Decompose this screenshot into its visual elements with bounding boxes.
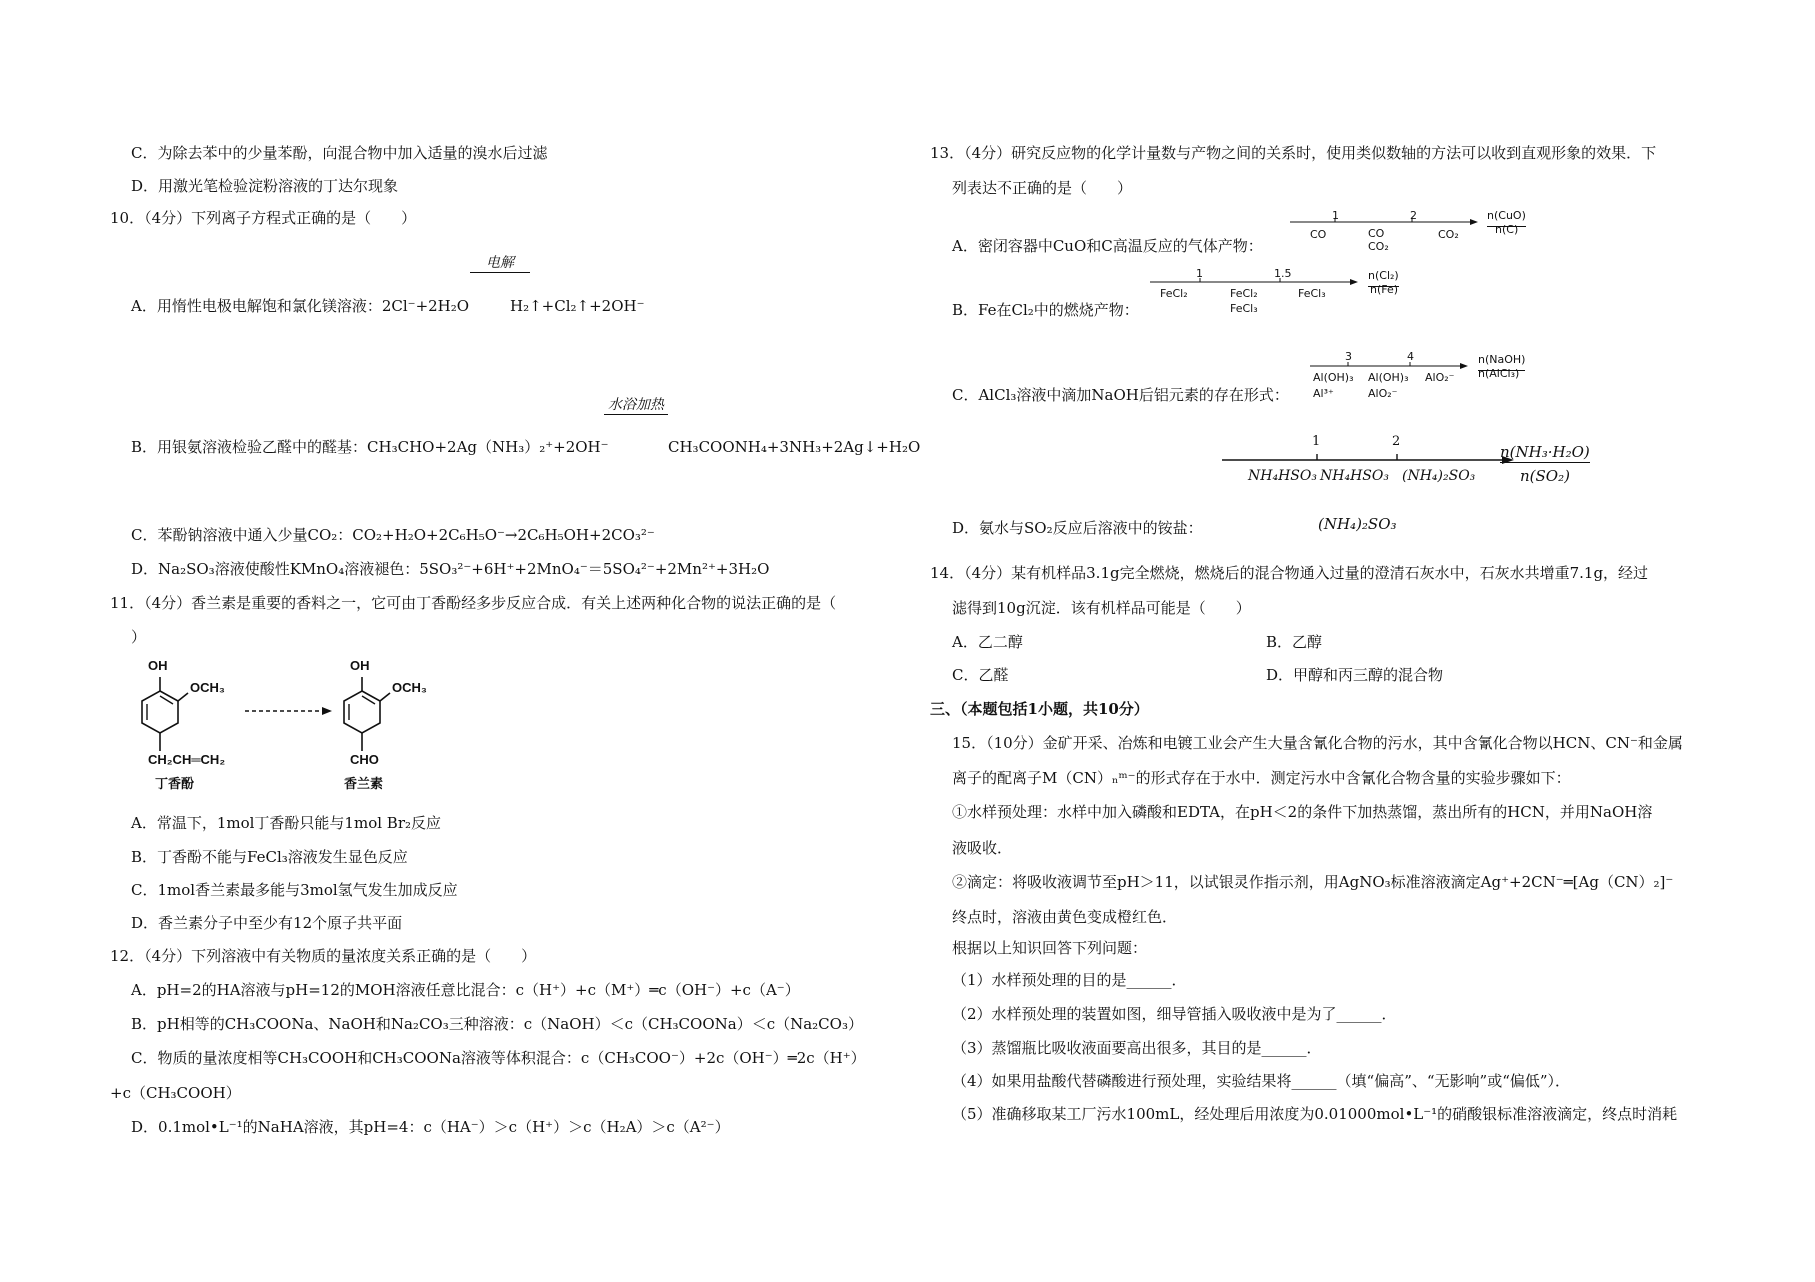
axis-d-region3: (NH₄)₂SO₃ — [1402, 468, 1476, 484]
axis-d-region2: NH₄HSO₃ — [1320, 468, 1389, 484]
q11-option-c: C．1mol香兰素最多能与3mol氢气发生加成反应 — [131, 881, 458, 899]
axis-c-region2a: Al(OH)₃ — [1368, 371, 1409, 384]
axis-d-region1: NH₄HSO₃ — [1248, 468, 1317, 484]
q15-step1: ①水样预处理：水样中加入磷酸和EDTA，在pH＜2的条件下加热蒸馏，蒸出所有的HCN，并用NaOH溶 — [952, 803, 1653, 821]
q13-option-c: C．AlCl₃溶液中滴加NaOH后铝元素的存在形式： — [952, 386, 1289, 404]
axis-c-region2b: AlO₂⁻ — [1368, 387, 1398, 400]
axis-c-region1b: Al³⁺ — [1313, 387, 1334, 400]
section-3-heading: 三、（本题包括1小题，共10分） — [930, 700, 1149, 718]
q15-sub5: （5）准确移取某工厂污水100mL，经处理后用浓度为0.01000mol•L⁻¹的硝酸银标准溶液滴定，终点时消耗 — [952, 1105, 1678, 1123]
q15-sub2: （2）水样预处理的装置如图，细导管插入吸收液中是为了______． — [952, 1005, 1397, 1023]
mol1-chain: CH₂CH═CH₂ — [148, 752, 226, 767]
axis-a-tick1: 1 — [1332, 209, 1339, 222]
axis-b-region3: FeCl₃ — [1298, 287, 1326, 300]
q15-step2-cont: 终点时，溶液由黄色变成橙红色． — [952, 908, 1178, 926]
q12-option-b: B．pH相等的CH₃COONa、NaOH和Na₂CO₃三种溶液：c（NaOH）＜c（CH₃COONa）＜c（Na₂CO₃） — [131, 1015, 863, 1033]
q15-stem-cont: 离子的配离子M（CN）ₙᵐ⁻的形式存在于水中．测定污水中含氰化合物含量的实验步骤如下： — [952, 769, 1571, 787]
q10-option-c: C．苯酚钠溶液中通入少量CO₂：CO₂+H₂O+2C₆H₅O⁻→2C₆H₅OH+2CO₃²⁻ — [131, 526, 655, 544]
q15-step2: ②滴定：将吸收液调节至pH＞11，以试银灵作指示剂，用AgNO₃标准溶液滴定Ag⁺+2CN⁻═[Ag（CN）₂]⁻ — [952, 873, 1674, 891]
axis-d-tick2: 2 — [1392, 434, 1401, 449]
axis-c-denominator: n(AlCl₃) — [1478, 367, 1520, 380]
q10-option-d: D．Na₂SO₃溶液使酸性KMnO₄溶液褪色：5SO₃²⁻+6H⁺+2MnO₄⁻＝5SO₄²⁻+2Mn²⁺+3H₂O — [131, 560, 770, 578]
mol1-oh: OH — [148, 658, 168, 673]
q10b-condition-label: 水浴加热 — [604, 394, 668, 415]
q9-option-c: C．为除去苯中的少量苯酚，向混合物中加入适量的溴水后过滤 — [131, 144, 548, 162]
axis-a-region3: CO₂ — [1438, 228, 1459, 241]
q11-stem-cont: ） — [131, 628, 147, 646]
q15-sub3: （3）蒸馏瓶比吸收液面要高出很多，其目的是______． — [952, 1039, 1322, 1057]
q10-option-a-right: H₂↑+Cl₂↑+2OH⁻ — [510, 297, 645, 315]
axis-d-numerator: n(NH₃·H₂O) — [1500, 443, 1590, 461]
axis-a-region2b: CO₂ — [1368, 240, 1389, 253]
q11-option-a: A．常温下，1mol丁香酚只能与1mol Br₂反应 — [131, 814, 441, 832]
q14-stem-cont: 滤得到10g沉淀．该有机样品可能是（ ） — [952, 599, 1251, 617]
axis-d-denominator: n(SO₂) — [1520, 467, 1570, 485]
q15-stem: 15．（10分）金矿开采、冶炼和电镀工业会产生大量含氰化合物的污水，其中含氰化合物以HCN、CN⁻和金属 — [952, 734, 1683, 752]
mol1-name: 丁香酚 — [155, 776, 195, 791]
axis-a-region1: CO — [1310, 228, 1327, 241]
q10-option-b-right: CH₃COONH₄+3NH₃+2Ag↓+H₂O — [668, 438, 921, 456]
q9-option-d: D．用激光笔检验淀粉溶液的丁达尔现象 — [131, 177, 399, 195]
q15-sub1: （1）水样预处理的目的是______． — [952, 971, 1187, 989]
axis-d-tick1: 1 — [1312, 434, 1321, 449]
q13-stem: 13．（4分）研究反应物的化学计量数与产物之间的关系时，使用类似数轴的方法可以收到直观形象的效果．下 — [930, 144, 1657, 162]
axis-a-tick2: 2 — [1410, 209, 1417, 222]
axis-b-tick1: 1 — [1196, 267, 1203, 280]
q12-option-c: C．物质的量浓度相等CH₃COOH和CH₃COONa溶液等体积混合：c（CH₃COO⁻）+2c（OH⁻）═2c（H⁺） — [131, 1049, 866, 1067]
q14-option-a: A．乙二醇 — [952, 633, 1023, 651]
q12-stem: 12．（4分）下列溶液中有关物质的量浓度关系正确的是（ ） — [110, 947, 537, 965]
q13-stem-cont: 列表达不正确的是（ ） — [952, 179, 1133, 197]
q14-option-b: B．乙醇 — [1266, 633, 1323, 651]
q11-stem: 11．（4分）香兰素是重要的香料之一，它可由丁香酚经多步反应合成．有关上述两种化合物的说法正确的是（ — [110, 594, 837, 612]
mol2-cho: CHO — [350, 752, 379, 767]
q12-option-c-cont: +c（CH₃COOH） — [110, 1084, 241, 1102]
axis-c-numerator: n(NaOH) — [1478, 350, 1525, 371]
axis-b-numerator: n(Cl₂) — [1368, 266, 1399, 287]
q15-intro: 根据以上知识回答下列问题： — [952, 939, 1148, 957]
q14-stem: 14．（4分）某有机样品3.1g完全燃烧，燃烧后的混合物通入过量的澄清石灰水中，石灰水共增重7.1g，经过 — [930, 564, 1649, 582]
axis-c-tick1: 3 — [1345, 350, 1352, 363]
mol2-name: 香兰素 — [344, 776, 384, 791]
axis-a-denominator: n(C) — [1495, 223, 1519, 236]
mol1-och3: OCH₃ — [190, 680, 225, 695]
q11-option-b: B．丁香酚不能与FeCl₃溶液发生显色反应 — [131, 848, 408, 866]
axis-c-tick2: 4 — [1407, 350, 1414, 363]
q10b-condition — [604, 394, 668, 415]
axis-b-tick2: 1.5 — [1274, 267, 1292, 280]
axis-a-region2a: CO — [1368, 227, 1385, 240]
axis-d-region4: (NH₄)₂SO₃ — [1318, 515, 1397, 533]
axis-b-region2b: FeCl₃ — [1230, 302, 1258, 315]
mol2-oh: OH — [350, 658, 370, 673]
q10a-condition — [470, 252, 530, 273]
axis-b-denominator: n(Fe) — [1370, 283, 1399, 296]
q12-option-a: A．pH=2的HA溶液与pH=12的MOH溶液任意比混合：c（H⁺）+c（M⁺）═c（OH⁻）+c（A⁻） — [131, 981, 800, 999]
q10-option-a-left: A．用惰性电极电解饱和氯化镁溶液：2Cl⁻+2H₂O — [131, 297, 470, 315]
q13-option-a: A．密闭容器中CuO和C高温反应的气体产物： — [952, 237, 1263, 255]
axis-a-numerator: n(CuO) — [1487, 206, 1526, 227]
axis-c-region1a: Al(OH)₃ — [1313, 371, 1354, 384]
q15-step1-cont: 液吸收． — [952, 839, 1013, 857]
axis-b-region2a: FeCl₂ — [1230, 287, 1258, 300]
q10a-condition-label: 电解 — [470, 252, 530, 273]
q10-stem: 10．（4分）下列离子方程式正确的是（ ） — [110, 209, 417, 227]
axis-b-region1: FeCl₂ — [1160, 287, 1188, 300]
mol2-och3: OCH₃ — [392, 680, 427, 695]
q14-option-c: C．乙醛 — [952, 666, 1009, 684]
q13-option-d: D．氨水与SO₂反应后溶液中的铵盐： — [952, 519, 1203, 537]
q12-option-d: D．0.1mol•L⁻¹的NaHA溶液，其pH=4：c（HA⁻）＞c（H⁺）＞c（H₂A）＞c（A²⁻） — [131, 1118, 730, 1136]
q13-option-b: B．Fe在Cl₂中的燃烧产物： — [952, 301, 1139, 319]
q10-option-b-left: B．用银氨溶液检验乙醛中的醛基：CH₃CHO+2Ag（NH₃）₂⁺+2OH⁻ — [131, 438, 609, 456]
q15-sub4: （4）如果用盐酸代替磷酸进行预处理，实验结果将______（填“偏高”、“无影响”或“偏低”）． — [952, 1072, 1571, 1090]
q14-option-d: D．甲醇和丙三醇的混合物 — [1266, 666, 1444, 684]
q11-option-d: D．香兰素分子中至少有12个原子共平面 — [131, 914, 403, 932]
axis-c-region3: AlO₂⁻ — [1425, 371, 1455, 384]
